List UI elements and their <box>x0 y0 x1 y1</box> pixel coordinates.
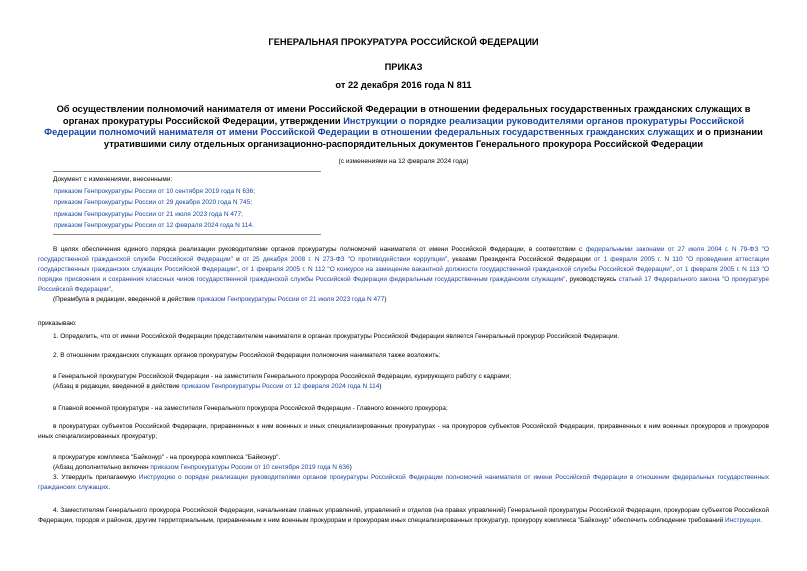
preamble-text: , <box>672 266 677 274</box>
item-4-text: 4. Заместителям Генерального прокурора Российской Федерации, начальникам главных управлений, управлений и отделов (на правах управлений) Генеральной прокуратуры Российской Федерации, прокурорам субъектов Российской Федерации, городов и районов, другим территориальным, приравненным к ним военным прокурорам и прокурорам иных специализированных прокуратур, прокурору комплекса "Байконур" обеспечить соблюдение требований <box>38 507 769 525</box>
instruction-link-item3[interactable]: Инструкцию о порядке реализации руководителями органов прокуратуры Российской Федерации полномочий нанимателя от имени Российской Федерации в отношении федеральных государственных гражданских служащих <box>38 474 769 492</box>
preamble <box>38 245 769 306</box>
doc-subtitle: (с изменениями на 12 февраля 2024 года) <box>338 158 469 165</box>
law-link-article17[interactable]: статьей 17 Федерального закона "О прокуратуре Российской Федерации" <box>38 276 770 294</box>
note-link-114[interactable]: приказом Генпрокуратуры России от 12 февраля 2024 года N 114 <box>181 383 380 391</box>
note-text: (Преамбула в редакции, введенной в действие <box>53 296 198 304</box>
change-link-2[interactable]: приказом Генпрокуратуры России от 29 декабря 2020 года N 745; <box>54 199 253 207</box>
org-heading: ГЕНЕРАЛЬНАЯ ПРОКУРАТУРА РОССИЙСКОЙ ФЕДЕРАЦИИ <box>268 37 539 47</box>
changes-box <box>53 171 321 235</box>
item-2d-block <box>38 453 769 493</box>
instruction-link[interactable]: Инструкции о порядке реализации руководителями органов прокуратуры Российской Федерации полномочий нанимателя от имени Российской Федерации в отношении федеральных государственных гражданских служащих <box>44 115 745 138</box>
item-4-text: . <box>760 517 762 525</box>
item-4 <box>38 506 769 526</box>
item-2a-note <box>38 382 769 392</box>
decree-link-110[interactable]: от 1 февраля 2005 г. N 110 "О проведении аттестации государственных гражданских служащих Российской Федерации" <box>38 256 769 274</box>
item-3 <box>38 473 769 493</box>
preamble-text: В целях обеспечения единого порядка реализации руководителями органов прокуратуры полномочий нанимателя от имени Российской Федерации, в соответствии с <box>53 246 586 253</box>
title-part1: Об осуществлении полномочий нанимателя от имени Российской Федерации в отношении федеральных государственных гражданских служащих в органах прокуратуры Российской Федерации, утверждении <box>56 104 751 126</box>
item-2d: в прокуратуре комплекса "Байконур" - на прокурора комплекса "Байконур". <box>53 454 281 461</box>
preamble-note <box>38 295 769 305</box>
change-link-3[interactable]: приказом Генпрокуратуры России от 21 июля 2023 года N 477; <box>54 210 243 218</box>
prikazyvayu: приказываю: <box>38 320 77 327</box>
item-3-text: 3. Утвердить прилагаемую <box>53 474 139 482</box>
note-text: ) <box>379 383 382 391</box>
note-text: ) <box>384 296 387 304</box>
item-2c: в прокуратурах субъектов Российской Федерации, приравненных к ним военных и иных специализированных прокуратурах - на прокуроров субъектов Российской Федерации, приравненных к ним военных прокуроров и прокуроров иных специализированных прокуратур; <box>38 423 769 441</box>
title-part2: и о признании утратившими силу отдельных организационно-распорядительных документов Генерального прокурора Российской Федерации <box>103 127 763 149</box>
doc-title <box>38 104 769 150</box>
item-1: 1. Определить, что от имени Российской Федерации представителем нанимателя в органах прокуратуры Российской Федерации является Генеральный прокурор Российской Федерации. <box>53 333 620 340</box>
note-link-477[interactable]: приказом Генпрокуратуры России от 21 июля 2023 года N 477 <box>197 296 385 304</box>
item-2b: в Главной военной прокуратуре - на заместителя Генерального прокурора Российской Федерации - Главного военного прокурора; <box>53 405 448 412</box>
item-2a-block <box>38 372 769 392</box>
item-3-text: . <box>108 484 111 492</box>
preamble-text: , руководствуясь <box>565 276 619 284</box>
preamble-text: , указами Президента Российской Федерации <box>447 256 594 264</box>
doc-type: ПРИКАЗ <box>384 62 423 72</box>
preamble-text: , <box>237 266 243 274</box>
preamble-text: и <box>232 256 243 264</box>
change-link-1[interactable]: приказом Генпрокуратуры России от 10 сентября 2019 года N 636; <box>54 187 256 195</box>
decree-link-113[interactable]: от 1 февраля 2005 г. N 113 "О порядке присвоения и сохранения классных чинов государственной гражданской службы Российской Федерации федеральным государственным гражданским служащим" <box>38 266 770 284</box>
law-link-273fz[interactable]: от 25 декабря 2008 г. N 273-ФЗ "О противодействии коррупции" <box>242 256 448 264</box>
law-link-79fz[interactable]: федеральными законами от 27 июля 2004 г. N 79-ФЗ "О государственной гражданской службе Российской Федерации" <box>38 246 769 264</box>
item-2d-note <box>38 463 769 473</box>
note-text: (Абзац в редакции, введенной в действие <box>53 383 182 391</box>
doc-date-number: от 22 декабря 2016 года N 811 <box>335 80 472 90</box>
note-link-636[interactable]: приказом Генпрокуратуры России от 10 сентября 2019 года N 636 <box>150 464 350 472</box>
preamble-text: , <box>111 286 113 294</box>
preamble-paragraph <box>38 245 769 295</box>
decree-link-112[interactable]: от 1 февраля 2005 г. N 112 "О конкурсе на замещение вакантной должности государственной гражданской службы Российской Федерации" <box>242 266 673 274</box>
item-2a: в Генеральной прокуратуре Российской Федерации - на заместителя Генерального прокурора Российской Федерации, курирующего работу с кадрами; <box>53 373 512 380</box>
change-link-4[interactable]: приказом Генпрокуратуры России от 12 февраля 2024 года N 114. <box>54 222 254 230</box>
note-text: ) <box>349 464 352 472</box>
note-text: (Абзац дополнительно включен <box>53 464 151 472</box>
instruction-link-item4[interactable]: Инструкции <box>725 517 761 525</box>
changes-header: Документ с изменениями, внесенными: <box>53 176 173 183</box>
item-2: 2. В отношении гражданских служащих органов прокуратуры Российской Федерации полномочия нанимателя также возложить: <box>53 352 441 359</box>
